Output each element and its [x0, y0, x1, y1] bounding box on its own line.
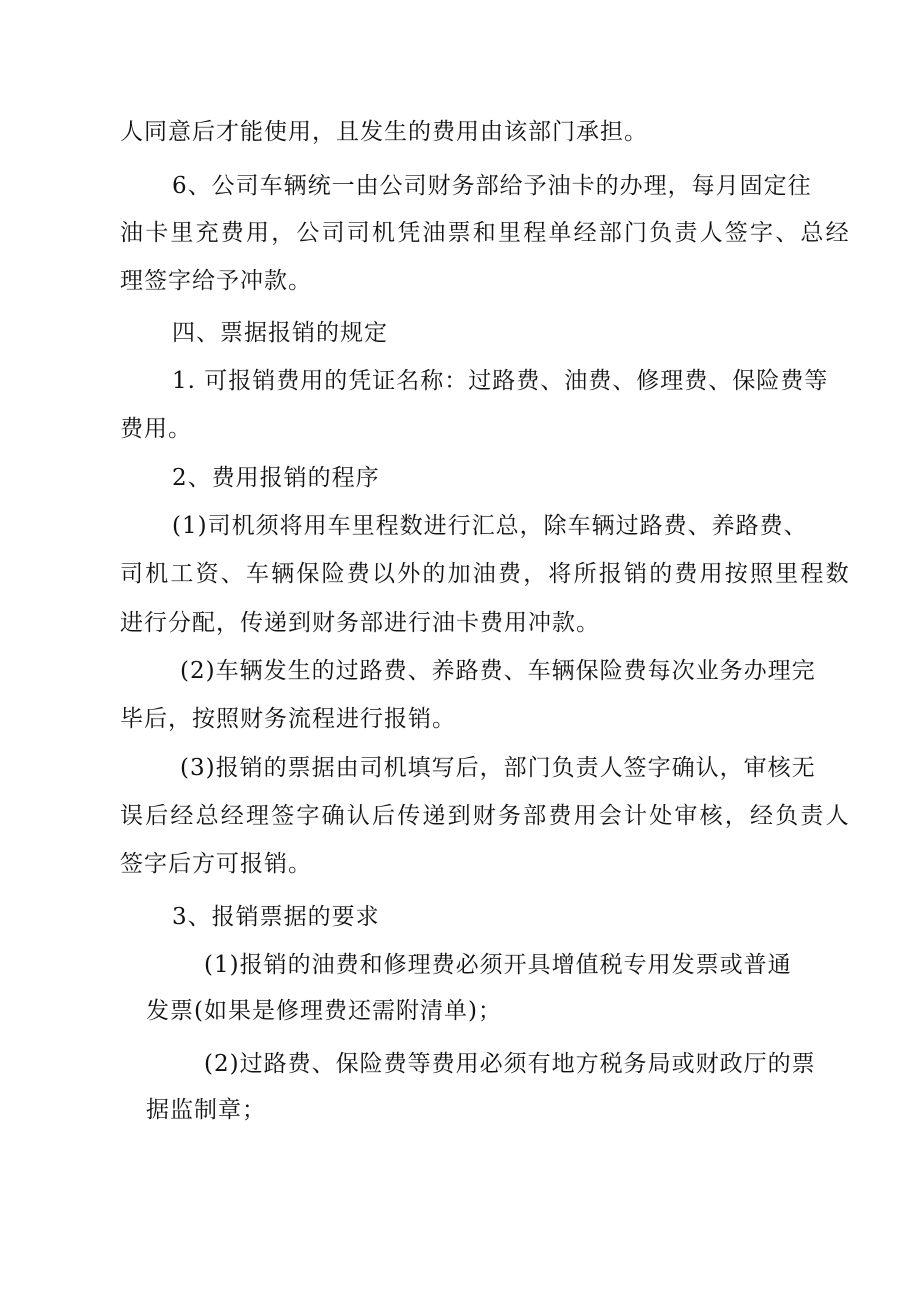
section-heading: 四、票据报销的规定	[172, 320, 388, 346]
text-line: 司机工资、车辆保险费以外的加油费，将所报销的费用按照里程数	[120, 561, 851, 587]
text-line: (1)司机须将用车里程数进行汇总，除车辆过路费、养路费、	[172, 513, 808, 539]
text-line: 费用。	[120, 416, 192, 442]
text-line: (2)车辆发生的过路费、养路费、车辆保险费每次业务办理完	[180, 658, 816, 684]
text-line: (1)报销的油费和修理费必须开具增值税专用发票或普通	[204, 952, 792, 978]
text-line: (2)过路费、保险费等费用必须有地方税务局或财政厅的票	[204, 1051, 816, 1077]
subsection-heading: 3、报销票据的要求	[172, 904, 380, 930]
text-line: 人同意后才能使用，且发生的费用由该部门承担。	[120, 119, 648, 145]
text-line: 据监制章；	[146, 1097, 266, 1123]
text-line: 进行分配，传递到财务部进行油卡费用冲款。	[120, 610, 600, 636]
text-line: (3)报销的票据由司机填写后，部门负责人签字确认，审核无	[180, 755, 816, 781]
text-line: 6、公司车辆统一由公司财务部给予油卡的办理，每月固定往	[172, 173, 812, 199]
subsection-heading: 2、费用报销的程序	[172, 465, 380, 491]
text-line: 发票(如果是修理费还需附清单)；	[146, 998, 502, 1024]
text-line: 毕后，按照财务流程进行报销。	[120, 706, 456, 732]
text-line: 油卡里充费用，公司司机凭油票和里程单经部门负责人签字、总经	[120, 220, 851, 246]
text-line: 误后经总经理签字确认后传递到财务部费用会计处审核，经负责人	[120, 803, 851, 829]
text-line: 理签字给予冲款。	[120, 268, 312, 294]
text-line: 1. 可报销费用的凭证名称：过路费、油费、修理费、保险费等	[172, 368, 829, 394]
text-line: 签字后方可报销。	[120, 851, 312, 877]
